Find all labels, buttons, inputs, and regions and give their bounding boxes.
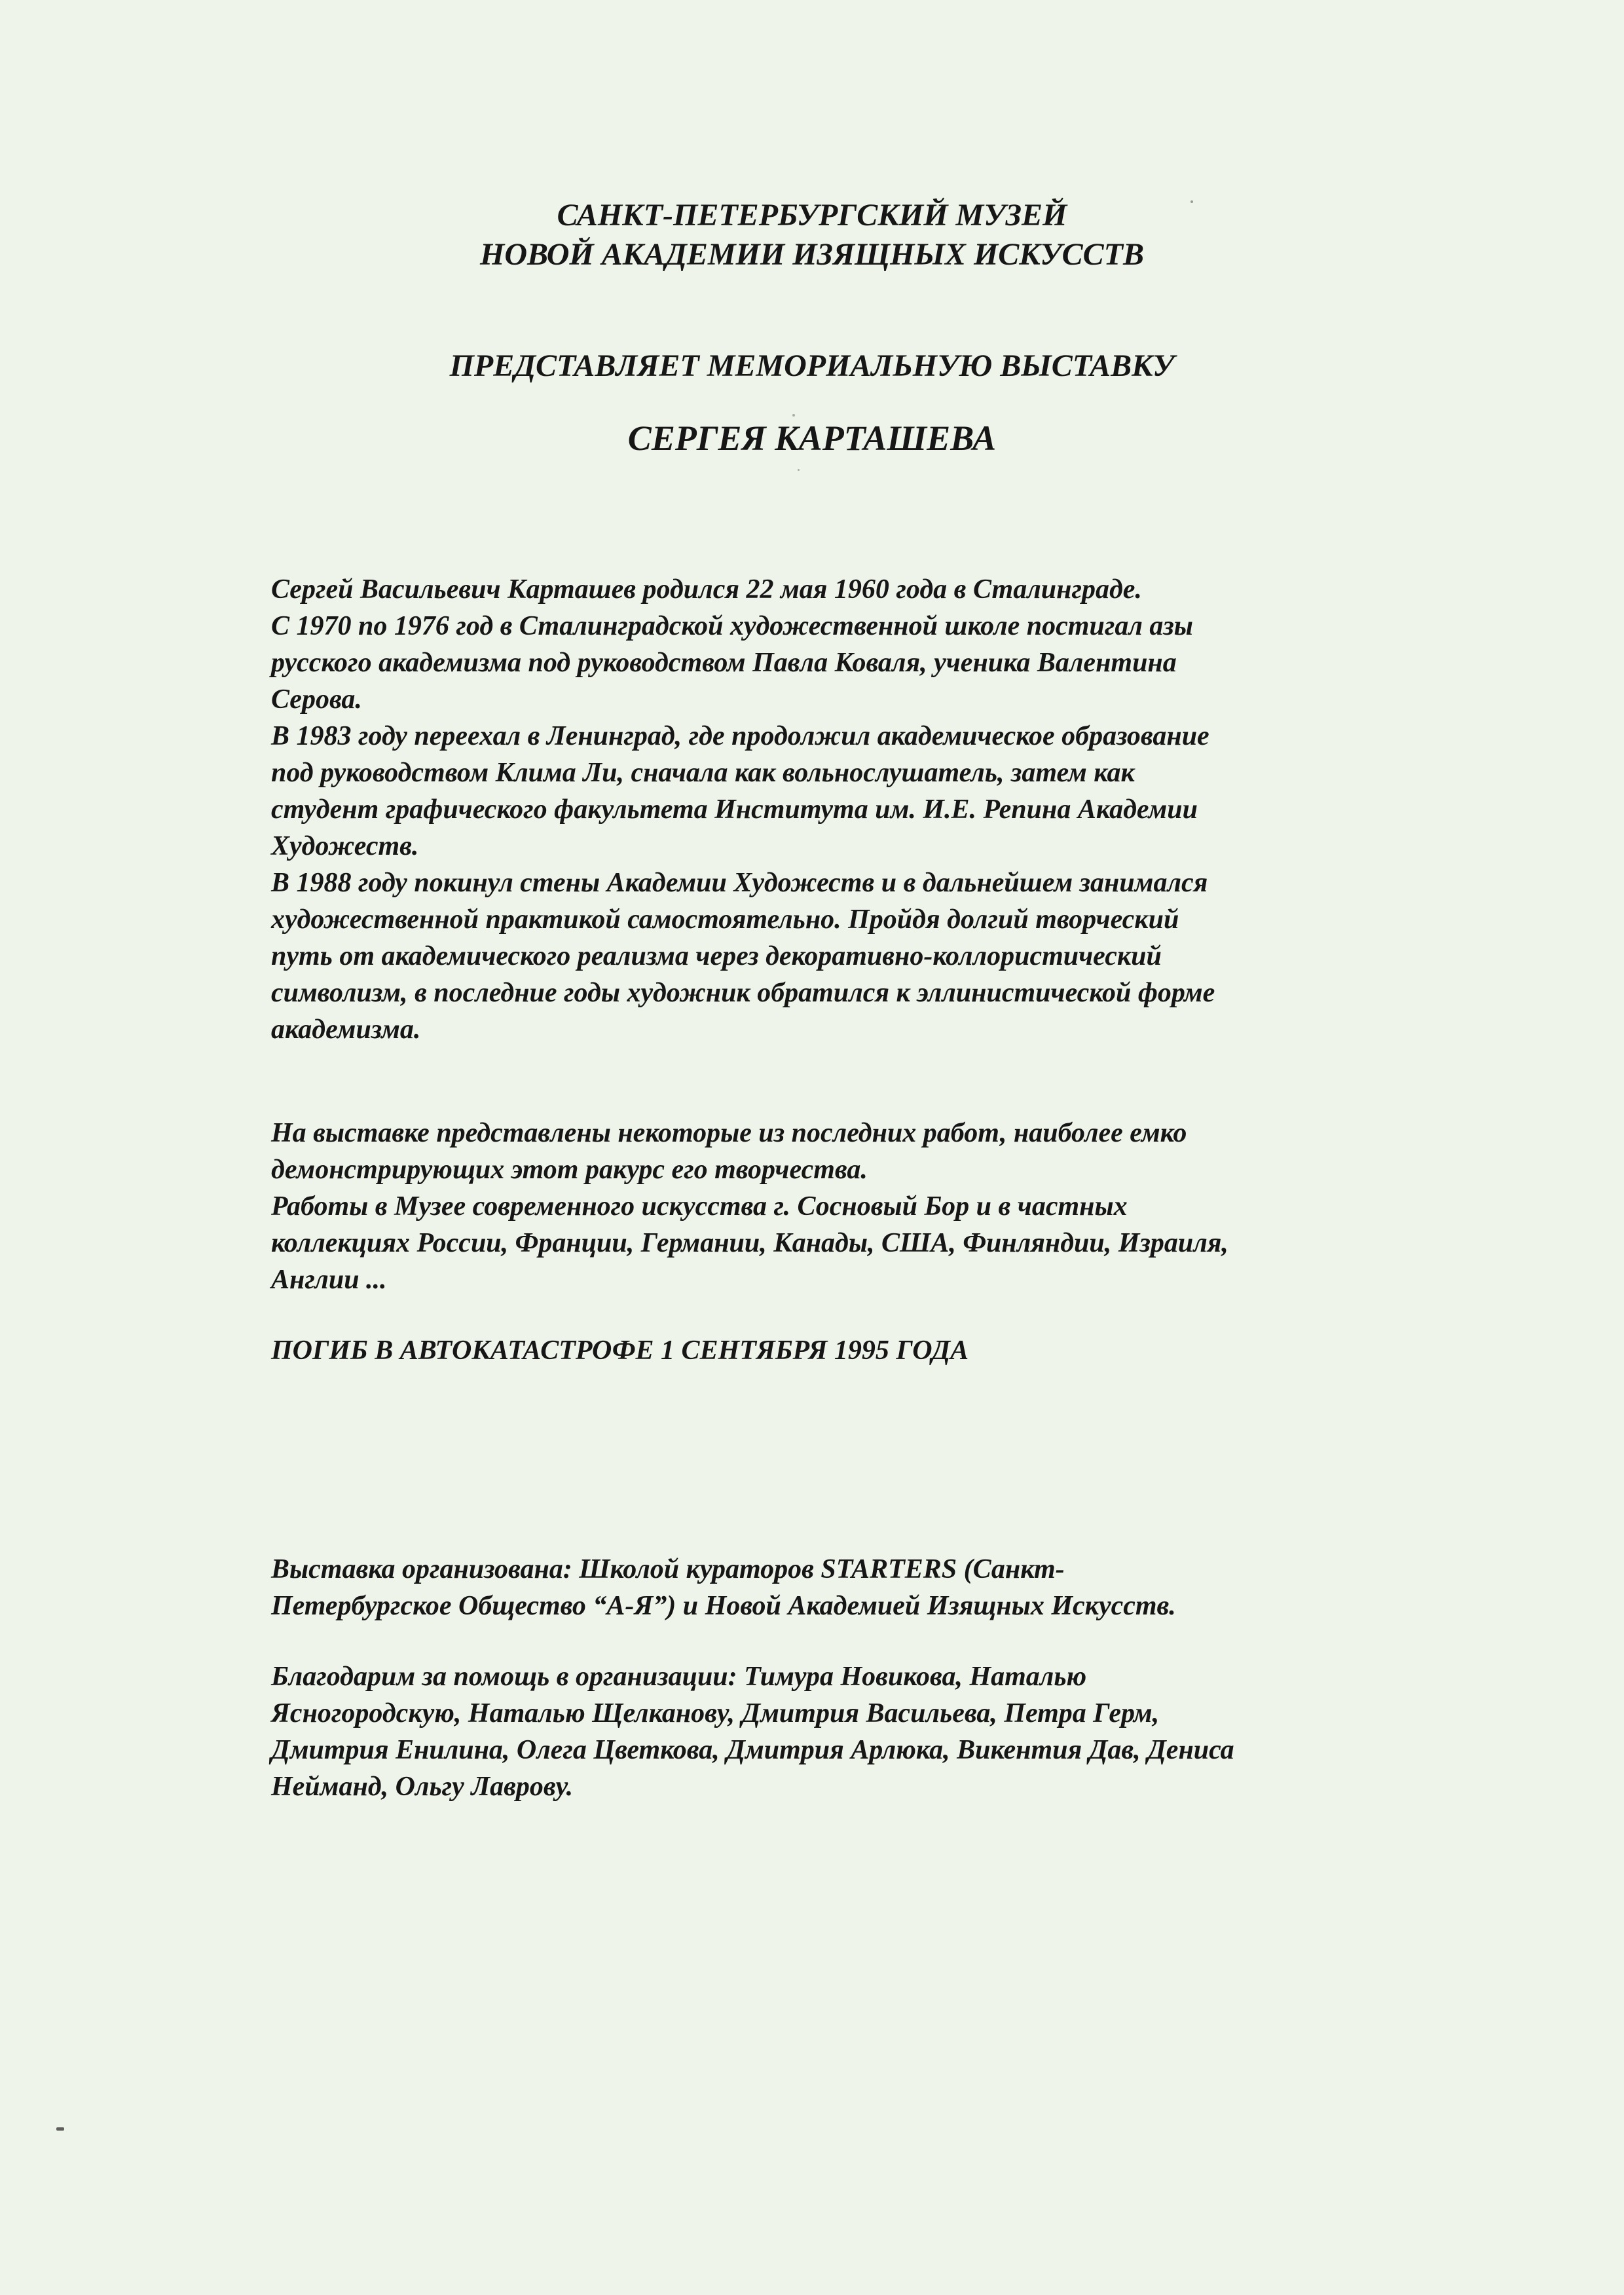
bio-line: Серова. — [271, 684, 362, 715]
bio-line: В 1988 году покинул стены Академии Художеств и в дальнейшем занимался — [271, 868, 1208, 898]
bio-line: под руководством Клима Ли, сначала как вольнослушатель, затем как — [271, 758, 1135, 788]
bio-line: Художеств. — [271, 831, 419, 861]
biography-paragraph — [271, 571, 1424, 1048]
acknowledgements-line: Нейманд, Ольгу Лаврову. — [271, 1772, 574, 1802]
scan-speck — [1190, 200, 1193, 203]
exhibit-line: коллекциях России, Франции, Германии, Канады, США, Финляндии, Израиля, — [271, 1228, 1228, 1258]
exhibition-paragraph — [271, 1115, 1424, 1298]
bio-line: символизм, в последние годы художник обратился к эллинистической форме — [271, 978, 1215, 1008]
organizers-line: Петербургское Общество “А-Я”) и Новой Академией Изящных Искусств. — [271, 1591, 1176, 1621]
artist-name-heading: СЕРГЕЯ КАРТАШЕВА — [627, 419, 997, 458]
acknowledgements-line: Благодарим за помощь в организации: Тимура Новикова, Наталью — [271, 1662, 1087, 1692]
bio-line: студент графического факультета Института им. И.Е. Репина Академии — [271, 794, 1198, 825]
death-notice-text: ПОГИБ В АВТОКАТАСТРОФЕ 1 СЕНТЯБРЯ 1995 ГОДА — [271, 1335, 969, 1366]
bio-line: Сергей Васильевич Карташев родился 22 мая 1960 года в Сталинграде. — [271, 574, 1142, 605]
organizers-paragraph — [271, 1551, 1424, 1624]
exhibit-line: Англии ... — [271, 1265, 387, 1295]
scan-speck — [792, 414, 795, 417]
exhibit-line: На выставке представлены некоторые из последних работ, наиболее емко — [271, 1118, 1187, 1148]
exhibit-line: демонстрирующих этот ракурс его творчества. — [271, 1155, 868, 1185]
scan-speck — [56, 2127, 64, 2131]
bio-line: В 1983 году переехал в Ленинград, где продолжил академическое образование — [271, 721, 1209, 751]
museum-name-line-2: НОВОЙ АКАДЕМИИ ИЗЯЩНЫХ ИСКУССТВ — [480, 237, 1144, 272]
acknowledgements-line: Дмитрия Енилина, Олега Цветкова, Дмитрия Арлюка, Викентия Дав, Дениса — [271, 1735, 1234, 1765]
scan-speck — [798, 469, 800, 471]
museum-name-line-1: САНКТ-ПЕТЕРБУРГСКИЙ МУЗЕЙ — [557, 198, 1067, 233]
bio-line: путь от академического реализма через декоративно-коллористический — [271, 941, 1162, 971]
exhibit-line: Работы в Музее современного искусства г. Сосновый Бор и в частных — [271, 1191, 1128, 1222]
bio-line: С 1970 по 1976 год в Сталинградской художественной школе постигал азы — [271, 611, 1193, 641]
acknowledgements-paragraph — [271, 1658, 1424, 1805]
death-notice — [271, 1332, 1424, 1369]
bio-line: академизма. — [271, 1015, 421, 1045]
presents-heading: ПРЕДСТАВЛЯЕТ МЕМОРИАЛЬНУЮ ВЫСТАВКУ — [449, 348, 1175, 383]
acknowledgements-line: Ясногородскую, Наталью Щелканову, Дмитрия Васильева, Петра Герм, — [271, 1698, 1160, 1728]
bio-line: русского академизма под руководством Павла Коваля, ученика Валентина — [271, 648, 1177, 678]
bio-line: художественной практикой самостоятельно. Пройдя долгий творческий — [271, 905, 1179, 935]
organizers-line: Выставка организована: Школой кураторов STARTERS (Санкт- — [271, 1554, 1065, 1584]
